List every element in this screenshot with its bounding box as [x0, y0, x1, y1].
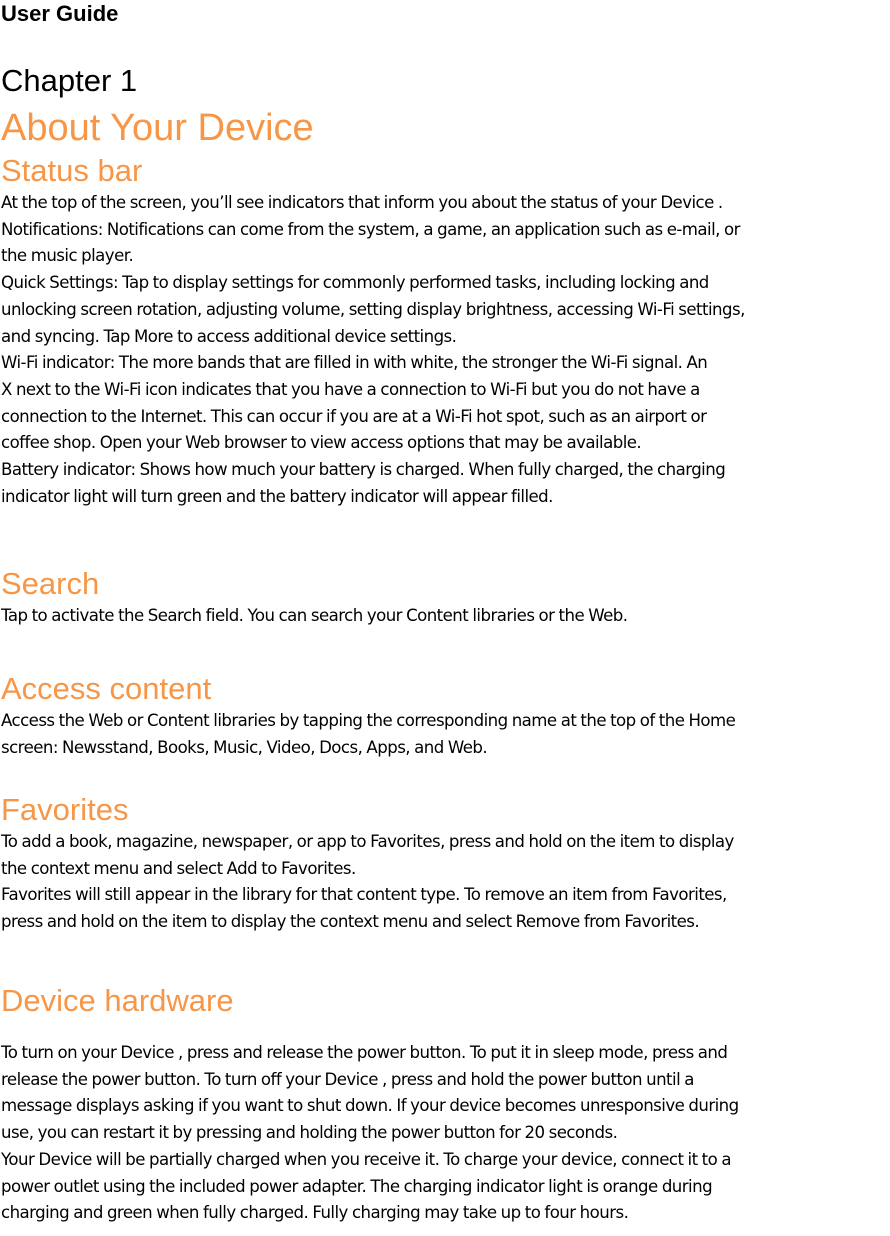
body-line: Favorites will still appear in the library for that content type. To remove an item from Favorites, [1, 885, 727, 905]
spacer [1, 1020, 889, 1040]
guide-title: User Guide [1, 1, 119, 26]
body-line: indicator light will turn green and the battery indicator will appear filled. [1, 486, 553, 506]
section-search [1, 565, 889, 630]
section-body-access-content [1, 708, 889, 761]
body-line: connection to the Internet. This can occur if you are at a Wi-Fi hot spot, such as an airport or [1, 406, 707, 426]
body-line: charging and green when fully charged. Fully charging may take up to four hours. [1, 1203, 629, 1223]
section-body-status-bar [1, 190, 889, 510]
body-line: the music player. [1, 246, 134, 266]
section-favorites [1, 791, 889, 936]
body-line: Wi-Fi indicator: The more bands that are filled in with white, the stronger the Wi-Fi signal. An [1, 353, 708, 373]
body-line: Tap to activate the Search field. You can search your Content libraries or the Web. [1, 606, 628, 625]
body-line: X next to the Wi-Fi icon indicates that you have a connection to Wi-Fi but you do not have a [1, 379, 700, 399]
section-status-bar [1, 152, 889, 510]
body-line: message displays asking if you want to shut down. If your device becomes unresponsive during [1, 1096, 739, 1116]
body-line: To turn on your Device , press and release the power button. To put it in sleep mode, press and [1, 1043, 728, 1062]
section-heading-device-hardware: Device hardware [1, 983, 234, 1018]
section-heading-favorites: Favorites [1, 792, 129, 827]
body-line: Notifications: Notifications can come from the system, a game, an application such as e-mail, or [1, 219, 740, 239]
body-line: coffee shop. Open your Web browser to view access options that may be available. [1, 433, 642, 453]
body-line: Access the Web or Content libraries by tapping the corresponding name at the top of the Home [1, 711, 736, 730]
section-heading-status-bar: Status bar [1, 153, 143, 188]
section-body-search [1, 603, 889, 630]
body-line: At the top of the screen, you’ll see indicators that inform you about the status of your Device . [1, 193, 723, 212]
chapter-label: Chapter 1 [1, 63, 138, 98]
body-line: the context menu and select Add to Favorites. [1, 858, 356, 878]
body-line: power outlet using the included power adapter. The charging indicator light is orange during [1, 1176, 713, 1196]
body-line: screen: Newsstand, Books, Music, Video, Docs, Apps, and Web. [1, 737, 488, 757]
section-body-favorites [1, 829, 889, 936]
body-line: Quick Settings: Tap to display settings for commonly performed tasks, including locking and [1, 273, 709, 293]
body-line: use, you can restart it by pressing and holding the power button for 20 seconds. [1, 1123, 618, 1143]
body-line: unlocking screen rotation, adjusting volume, setting display brightness, accessing Wi-Fi settings, [1, 299, 745, 319]
section-body-device-hardware [1, 1040, 889, 1227]
section-heading-access-content: Access content [1, 671, 212, 706]
body-line: To add a book, magazine, newspaper, or app to Favorites, press and hold on the item to display [1, 832, 734, 851]
body-line: Your Device will be partially charged when you receive it. To charge your device, connect it to a [1, 1149, 731, 1169]
body-line: and syncing. Tap More to access additional device settings. [1, 326, 457, 346]
body-line: Battery indicator: Shows how much your battery is charged. When fully charged, the charging [1, 460, 726, 480]
chapter-title: About Your Device [1, 107, 314, 149]
section-heading-search: Search [1, 566, 100, 601]
body-line: release the power button. To turn off your Device , press and hold the power button until a [1, 1069, 694, 1089]
section-device-hardware [1, 982, 889, 1227]
section-access-content [1, 670, 889, 761]
body-line: press and hold on the item to display the context menu and select Remove from Favorites. [1, 912, 700, 932]
